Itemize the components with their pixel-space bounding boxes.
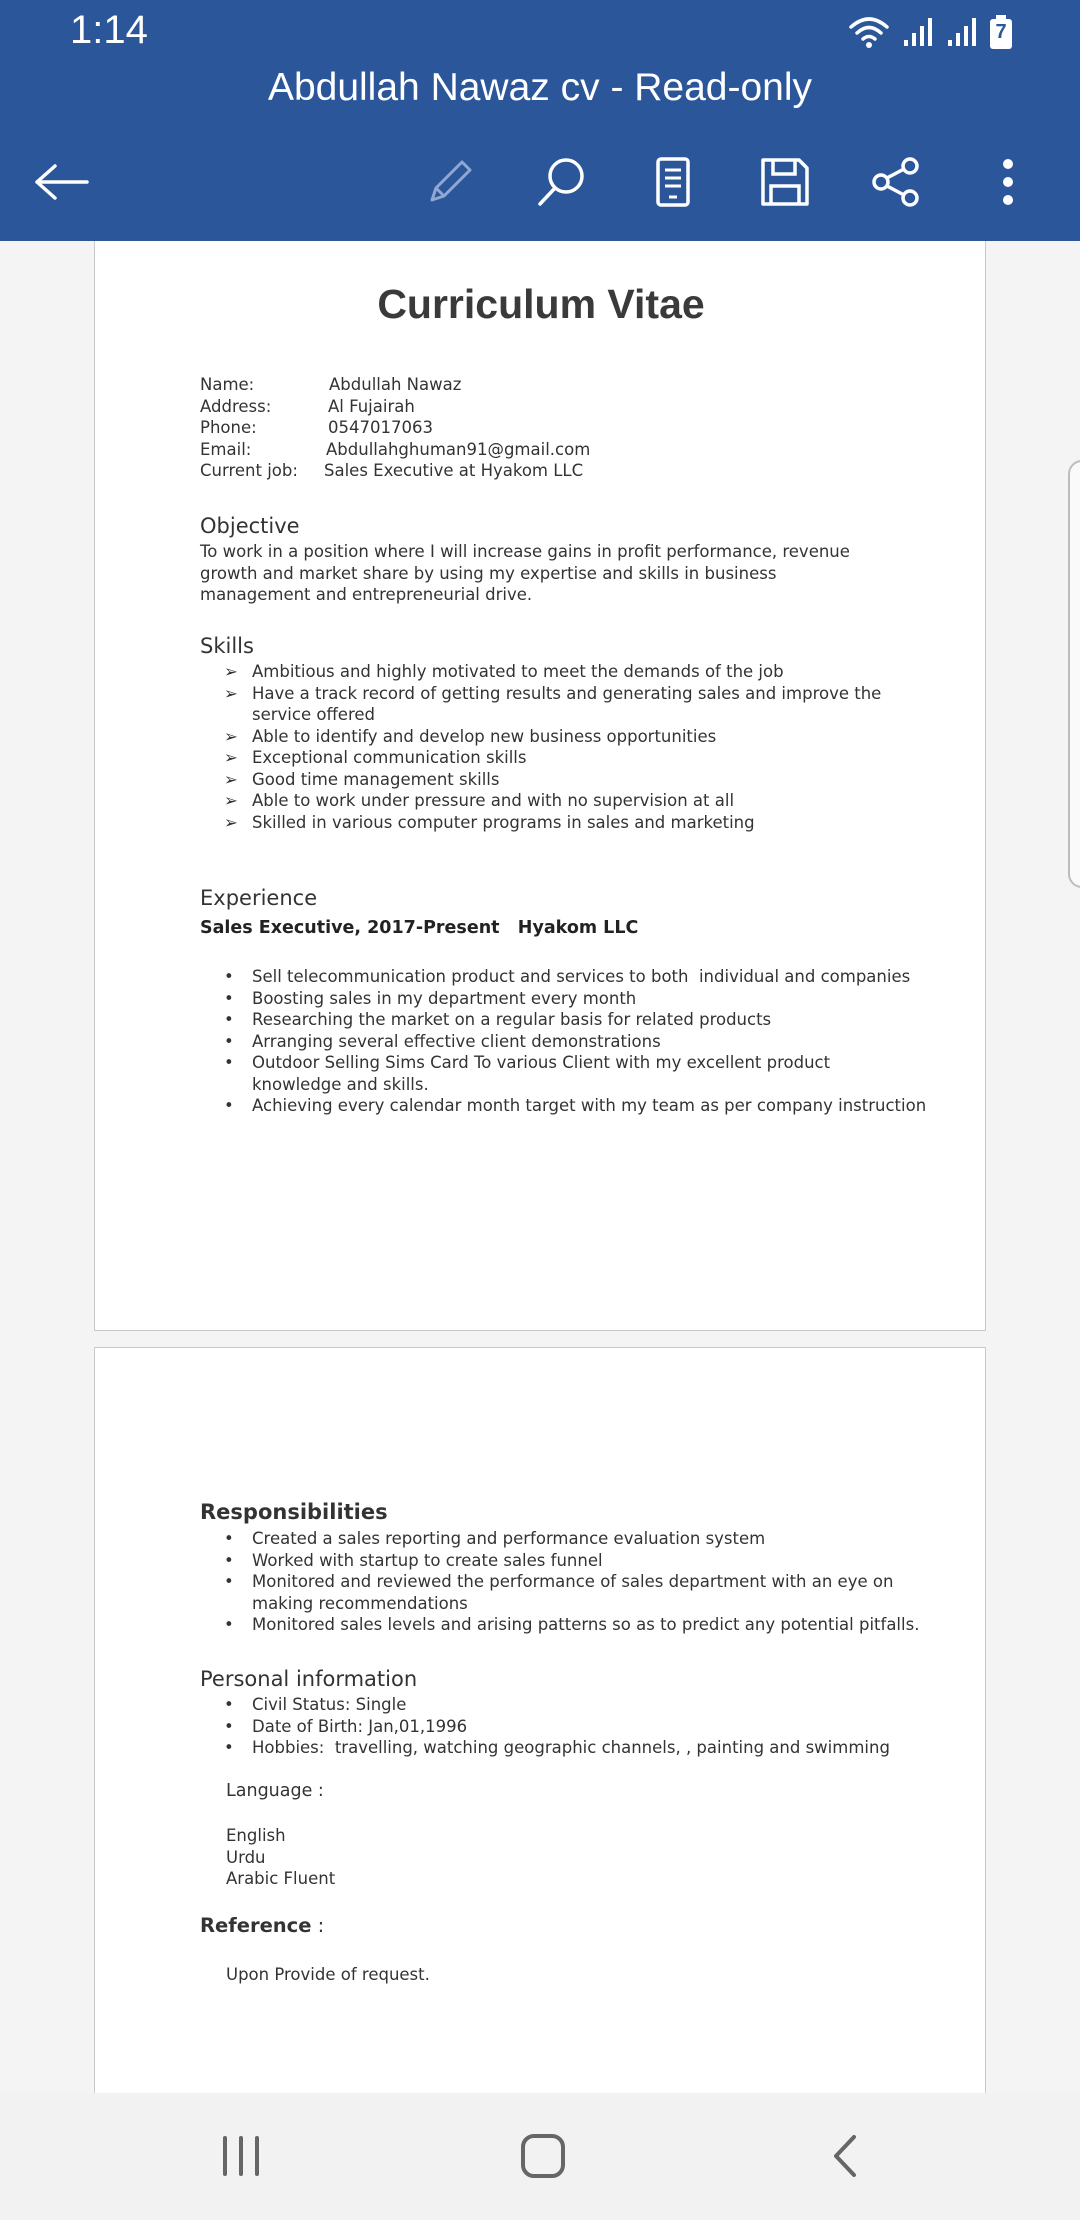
- info-value-name: Abdullah Nawaz: [329, 375, 462, 394]
- reference-heading-line: [200, 1914, 324, 1937]
- experience-list: [200, 966, 960, 1117]
- skills-heading: Skills: [200, 634, 254, 658]
- skill-text: Have a track record of getting results and generating sales and improve the service offered: [252, 683, 882, 724]
- list-item: • Researching the market on a regular basis for related products: [224, 1010, 772, 1029]
- skill-text: Able to work under pressure and with no supervision at all: [252, 791, 735, 810]
- save-icon: [759, 156, 811, 208]
- search-icon: [534, 154, 590, 210]
- list-item: • Civil Status: Single: [224, 1695, 407, 1714]
- language-item: Arabic Fluent: [226, 1869, 336, 1888]
- home-icon: [520, 2133, 566, 2179]
- list-item: ➢ Ambitious and highly motivated to meet the demands of the job: [224, 662, 784, 681]
- personal-info-text: Date of Birth: Jan,01,1996: [252, 1716, 468, 1736]
- system-nav-bar: [0, 2093, 1080, 2220]
- list-item: • Sell telecommunication product and services to both individual and companies: [224, 967, 911, 986]
- skill-text: Exceptional communication skills: [252, 748, 527, 767]
- edit-button[interactable]: [418, 150, 482, 214]
- pencil-icon: [422, 154, 478, 210]
- document-page-2: [94, 1347, 986, 2107]
- responsibilities-heading: Responsibilities: [200, 1500, 388, 1524]
- battery-level: 7: [995, 21, 1007, 43]
- info-label-current-job: Current job:: [200, 461, 298, 480]
- language-item: Urdu: [226, 1847, 266, 1867]
- app-header: [0, 0, 1080, 241]
- experience-text: Arranging several effective client demonstrations: [252, 1031, 661, 1051]
- document-title: Abdullah Nawaz cv - Read-only: [267, 66, 813, 109]
- back-button[interactable]: [30, 150, 94, 214]
- info-label-phone: Phone:: [200, 418, 257, 437]
- list-item: ➢ Able to identify and develop new business opportunities: [224, 726, 717, 746]
- document-page-1: [94, 241, 986, 1331]
- list-item: ➢ Have a track record of getting results and generating sales and improve the service offered: [224, 683, 882, 724]
- list-item: • Date of Birth: Jan,01,1996: [224, 1716, 468, 1736]
- list-item: • Created a sales reporting and performance evaluation system: [224, 1529, 766, 1548]
- wifi-icon: [848, 15, 890, 49]
- info-value-phone: 0547017063: [328, 418, 433, 437]
- list-item: • Hobbies: travelling, watching geographic channels, , painting and swimming: [224, 1738, 890, 1757]
- experience-text: Boosting sales in my department every month: [252, 988, 637, 1008]
- list-item: • Monitored sales levels and arising patterns so as to predict any potential pitfalls.: [224, 1615, 920, 1634]
- info-label-name: Name:: [200, 375, 255, 394]
- experience-role: Sales Executive, 2017-Present Hyakom LLC: [200, 918, 639, 938]
- personal-info-heading: Personal information: [200, 1667, 418, 1691]
- battery-icon: [990, 15, 1012, 49]
- cv-title: Curriculum Vitae: [377, 281, 705, 327]
- share-icon: [870, 156, 922, 208]
- responsibility-text: Monitored and reviewed the performance of sales department with an eye on making recommendations: [252, 1572, 894, 1613]
- mobile-view-icon: [653, 156, 693, 208]
- recent-apps-icon: [219, 2134, 263, 2178]
- list-item: • Arranging several effective client demonstrations: [224, 1031, 661, 1051]
- info-label-address: Address:: [200, 396, 272, 416]
- skill-text: Good time management skills: [252, 769, 500, 789]
- personal-info-list: [200, 1694, 960, 1759]
- language-item: English: [226, 1826, 286, 1845]
- status-time: 1:14: [70, 8, 148, 52]
- skill-text: Skilled in various computer programs in sales and marketing: [252, 812, 755, 832]
- info-value-address: Al Fujairah: [328, 396, 415, 416]
- list-item: • Achieving every calendar month target with my team as per company instruction: [224, 1096, 927, 1115]
- back-chevron-icon: [828, 2133, 862, 2179]
- info-value-email: Abdullahghuman91@gmail.com: [326, 439, 591, 459]
- list-item: ➢ Able to work under pressure and with no supervision at all: [224, 791, 735, 810]
- save-button[interactable]: [753, 150, 817, 214]
- reference-heading: Reference: [200, 1914, 312, 1937]
- list-item: ➢ Exceptional communication skills: [224, 748, 527, 767]
- scroll-handle[interactable]: [1068, 460, 1080, 888]
- responsibility-text: Created a sales reporting and performance evaluation system: [252, 1529, 766, 1548]
- language-heading: Language :: [226, 1781, 324, 1801]
- list-item: ➢ Good time management skills: [224, 769, 500, 789]
- list-item: • Monitored and reviewed the performance of sales department with an eye on making recommendations: [224, 1572, 894, 1613]
- responsibility-text: Monitored sales levels and arising patterns so as to predict any potential pitfalls.: [252, 1615, 920, 1634]
- experience-text: Sell telecommunication product and services to both individual and companies: [252, 967, 911, 986]
- list-item: • Outdoor Selling Sims Card To various Client with my excellent product knowledge and skills.: [224, 1053, 831, 1094]
- share-button[interactable]: [864, 150, 928, 214]
- skill-text: Able to identify and develop new business opportunities: [252, 726, 717, 746]
- responsibility-text: Worked with startup to create sales funnel: [252, 1550, 603, 1570]
- personal-info-text: Civil Status: Single: [252, 1695, 407, 1714]
- signal-icon-1: [902, 16, 934, 48]
- arrow-left-icon: [33, 162, 91, 202]
- home-button[interactable]: [503, 2123, 583, 2189]
- experience-text: Achieving every calendar month target with my team as per company instruction: [252, 1096, 927, 1115]
- responsibilities-list: [200, 1528, 960, 1636]
- recent-apps-button[interactable]: [201, 2123, 281, 2189]
- more-vertical-icon: [998, 156, 1018, 208]
- objective-heading: Objective: [200, 514, 300, 538]
- info-label-email: Email:: [200, 439, 252, 459]
- list-item: • Worked with startup to create sales funnel: [224, 1550, 603, 1570]
- experience-text: Researching the market on a regular basis for related products: [252, 1010, 772, 1029]
- experience-text: Outdoor Selling Sims Card To various Client with my excellent product knowledge and skills.: [252, 1053, 831, 1094]
- list-item: • Boosting sales in my department every month: [224, 988, 637, 1008]
- experience-heading: Experience: [200, 886, 318, 910]
- nav-back-button[interactable]: [805, 2123, 885, 2189]
- more-options-button[interactable]: [976, 150, 1040, 214]
- list-item: ➢ Skilled in various computer programs in sales and marketing: [224, 812, 755, 832]
- reference-text: Upon Provide of request.: [226, 1965, 430, 1984]
- reference-colon: :: [311, 1914, 325, 1937]
- objective-text: To work in a position where I will increase gains in profit performance, revenue growth and market share by using my expertise and skills in business management and entrepreneurial drive.: [200, 542, 850, 604]
- status-icons: [848, 12, 1012, 52]
- skills-list: [200, 661, 940, 833]
- mobile-view-button[interactable]: [641, 150, 705, 214]
- search-button[interactable]: [530, 150, 594, 214]
- personal-info-text: Hobbies: travelling, watching geographic channels, , painting and swimming: [252, 1738, 890, 1757]
- skill-text: Ambitious and highly motivated to meet the demands of the job: [252, 662, 784, 681]
- signal-icon-2: [946, 16, 978, 48]
- info-value-current-job: Sales Executive at Hyakom LLC: [324, 461, 584, 480]
